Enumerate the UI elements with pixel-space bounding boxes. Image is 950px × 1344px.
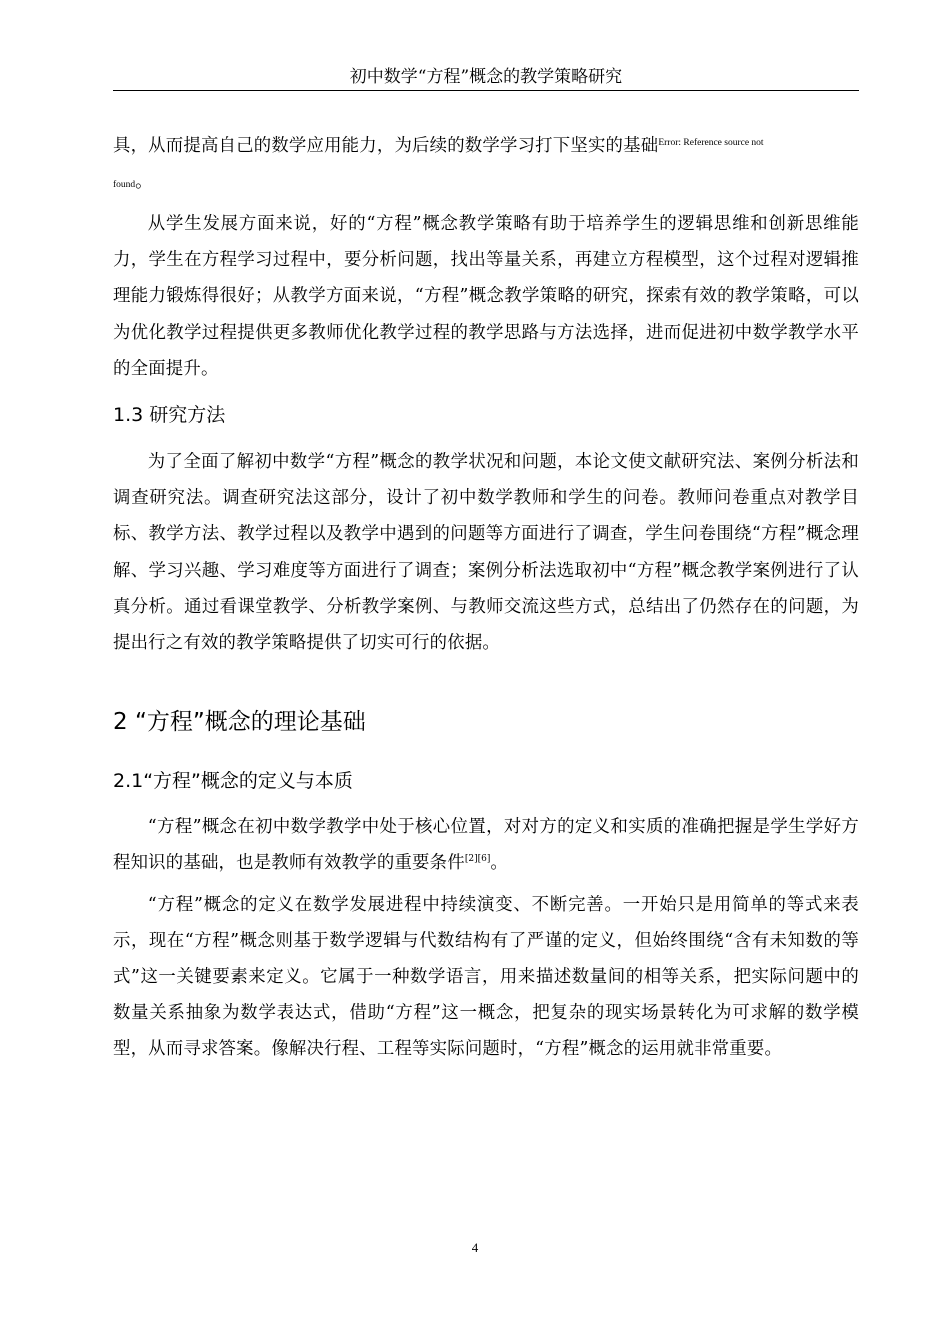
header-title: 初中数学“方程”概念的教学策略研究 bbox=[349, 67, 623, 87]
section-heading-2-1: 2.1“方程”概念的定义与本质 bbox=[113, 770, 353, 793]
citation-2-6: [2][6] bbox=[464, 854, 491, 865]
reference-error-text: Error: Reference source not bbox=[658, 138, 764, 148]
running-header bbox=[113, 64, 859, 91]
paragraph-definition-importance bbox=[113, 809, 859, 881]
paragraph-continuation bbox=[113, 128, 859, 203]
reference-error-continuation: found bbox=[113, 180, 136, 190]
paragraph-research-methods: 为了全面了解初中数学“方程”概念的教学状况和问题，本论文使文献研究法、案例分析法和调查研究法。调查研究法这部分，设计了初中数学教师和学生的问卷。教师问卷重点对教学目标、教学方法、教学过程以及教学中遇到的问题等方面进行了调查，学生问卷围绕“方程”概念理解、学习兴趣、学习难度等方面进行了调查；案例分析法选取初中“方程”概念教学案例进行了认真分析。通过看课堂教学、分析教学案例、与教师交流这些方式，总结出了仍然存在的问题，为提出行之有效的教学策略提供了切实可行的依据。 bbox=[113, 452, 859, 654]
paragraph-continuation-text: 具，从而提高自己的数学应用能力，为后续的数学学习打下坚实的基础 bbox=[113, 136, 659, 156]
paragraph-continuation-end: 。 bbox=[135, 172, 153, 192]
section-heading-1-3: 1.3 研究方法 bbox=[113, 404, 226, 427]
paragraph-definition-evolution: “方程”概念的定义在数学发展进程中持续演变、不断完善。一开始只是用简单的等式来表示，现在“方程”概念则基于数学逻辑与代数结构有了严谨的定义，但始终围绕“含有未知数的等式”这一关键要素来定义。它属于一种数学语言，用来描述数量间的相等关系，把实际问题中的数量关系抽象为数学表达式，借助“方程”这一概念，把复杂的现实场景转化为可求解的数学模型，从而寻求答案。像解决行程、工程等实际问题时，“方程”概念的运用就非常重要。 bbox=[113, 894, 859, 1060]
paragraph-significance: 从学生发展方面来说，好的“方程”概念教学策略有助于培养学生的逻辑思维和创新思维能力，学生在方程学习过程中，要分析问题，找出等量关系，再建立方程模型，这个过程对逻辑推理能力锻炼得很好；从教学方面来说，“方程”概念教学策略的研究，探索有效的教学策略，可以为优化教学过程提供更多教师优化教学过程的教学思路与方法选择，进而促进初中数学教学水平的全面提升。 bbox=[113, 214, 859, 379]
paragraph-definition-importance-end: 。 bbox=[490, 853, 508, 874]
chapter-heading-2: 2 “方程”概念的理论基础 bbox=[113, 709, 366, 736]
page-body bbox=[113, 128, 859, 1068]
paragraph-definition-importance-text: “方程”概念在初中数学教学中处于核心位置，对对方的定义和实质的准确把握是学生学好方程知识的基础，也是教师有效教学的重要条件 bbox=[113, 817, 859, 874]
page-number: 4 bbox=[471, 1240, 479, 1255]
